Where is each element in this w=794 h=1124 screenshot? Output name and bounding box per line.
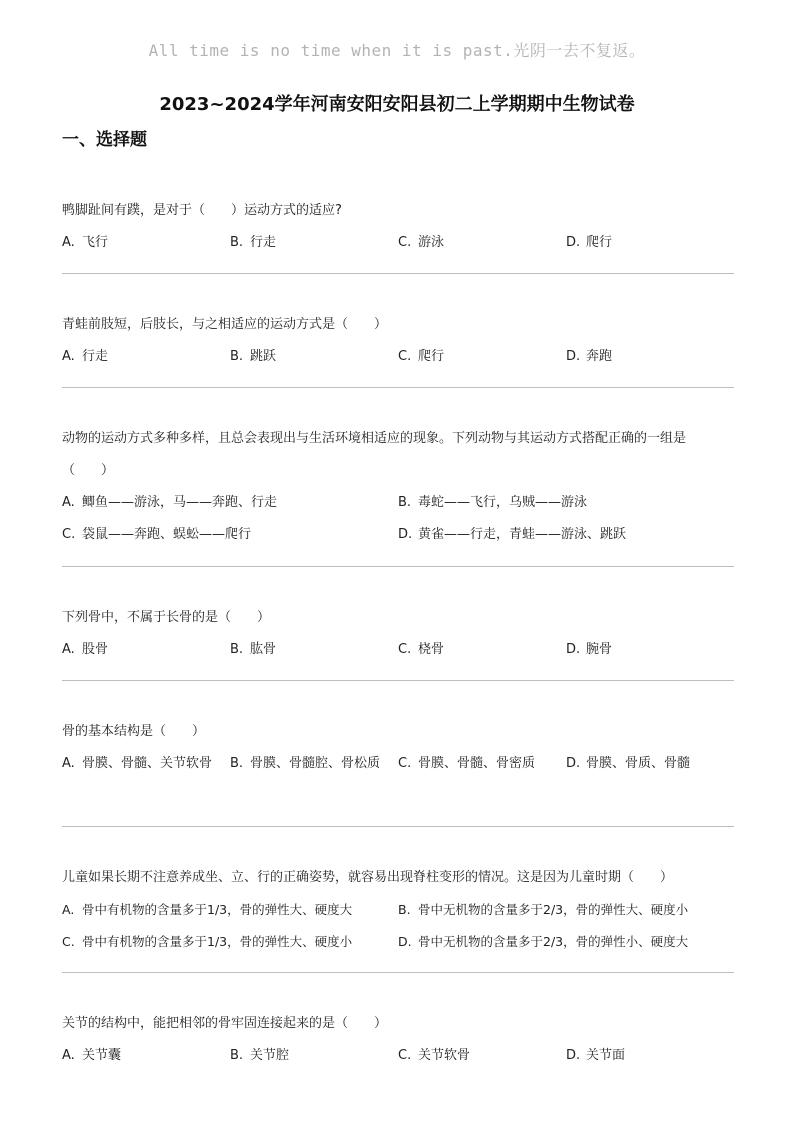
option-c[interactable]	[62, 926, 398, 958]
question-stem: 下列骨中，不属于长骨的是（ ）	[62, 610, 271, 625]
section-heading: 一、选择题	[62, 130, 147, 150]
option-d[interactable]	[398, 519, 734, 551]
option-b[interactable]	[230, 748, 398, 780]
option-text: 桡骨	[418, 642, 445, 657]
option-text: 骨膜、骨髓、关节软骨	[82, 756, 213, 771]
question-stem: 鸭脚趾间有蹼，是对于（ ）运动方式的适应?	[62, 203, 342, 218]
option-d[interactable]	[566, 1040, 734, 1072]
option-text: 骨膜、骨髓腔、骨松质	[250, 756, 381, 771]
option-label: C.	[398, 756, 412, 771]
option-text: 袋鼠——奔跑、蜈蚣——爬行	[82, 527, 252, 542]
option-d[interactable]	[566, 748, 734, 780]
question-1	[62, 195, 734, 259]
option-a[interactable]	[62, 341, 230, 373]
option-label: B.	[230, 642, 244, 657]
option-text: 腕骨	[586, 642, 613, 657]
option-a[interactable]	[62, 894, 398, 926]
question-2	[62, 309, 734, 373]
option-c[interactable]	[398, 634, 566, 666]
option-label: C.	[62, 934, 75, 949]
question-stem: 关节的结构中，能把相邻的骨牢固连接起来的是（ ）	[62, 1016, 388, 1031]
option-text: 行走	[82, 349, 109, 364]
option-b[interactable]	[230, 341, 398, 373]
option-label: B.	[398, 495, 412, 510]
option-label: A.	[62, 235, 75, 250]
option-label: D.	[566, 756, 581, 771]
option-text: 毒蛇——飞行，乌贼——游泳	[418, 495, 588, 510]
option-c[interactable]	[398, 341, 566, 373]
option-text: 关节囊	[82, 1048, 122, 1063]
option-label: D.	[566, 642, 581, 657]
option-a[interactable]	[62, 227, 230, 259]
option-text: 爬行	[586, 235, 613, 250]
option-label: D.	[566, 349, 581, 364]
option-text: 肱骨	[250, 642, 277, 657]
option-label: A.	[62, 642, 75, 657]
option-label: A.	[62, 349, 75, 364]
option-text: 骨中有机物的含量多于1/3，骨的弹性大、硬度小	[82, 934, 353, 949]
option-label: A.	[62, 902, 75, 917]
option-c[interactable]	[398, 1040, 566, 1072]
option-text: 飞行	[82, 235, 109, 250]
question-stem: 儿童如果长期不注意养成坐、立、行的正确姿势，就容易出现脊柱变形的情况。这是因为儿童时期（ ）	[62, 870, 674, 885]
option-label: B.	[230, 756, 244, 771]
question-6	[62, 862, 734, 958]
option-label: B.	[230, 1048, 244, 1063]
question-divider	[62, 972, 734, 973]
option-d[interactable]	[398, 926, 734, 958]
option-label: B.	[398, 902, 411, 917]
exam-title: 2023~2024学年河南安阳安阳县初二上学期期中生物试卷	[159, 94, 635, 115]
question-7	[62, 1008, 734, 1072]
option-b[interactable]	[230, 1040, 398, 1072]
option-label: D.	[566, 1048, 581, 1063]
option-label: B.	[230, 349, 244, 364]
option-b[interactable]	[230, 227, 398, 259]
option-label: D.	[398, 527, 413, 542]
option-label: C.	[398, 349, 412, 364]
option-text: 游泳	[418, 235, 445, 250]
option-text: 爬行	[418, 349, 445, 364]
motto-header: All time is no time when it is past.光阴一去不复返。	[148, 41, 646, 60]
question-5	[62, 716, 734, 780]
option-text: 骨膜、骨质、骨髓	[586, 756, 691, 771]
option-label: C.	[398, 235, 412, 250]
option-text: 关节面	[586, 1048, 626, 1063]
option-a[interactable]	[62, 634, 230, 666]
question-stem: 骨的基本结构是（ ）	[62, 724, 206, 739]
question-divider	[62, 680, 734, 681]
question-3	[62, 423, 734, 551]
option-label: C.	[62, 527, 76, 542]
option-c[interactable]	[398, 227, 566, 259]
question-stem-blank: （ ）	[62, 463, 115, 478]
question-divider	[62, 566, 734, 567]
question-divider	[62, 273, 734, 274]
option-b[interactable]	[398, 894, 734, 926]
option-text: 骨中无机物的含量多于2/3，骨的弹性小、硬度大	[418, 934, 689, 949]
option-text: 骨中有机物的含量多于1/3，骨的弹性大、硬度大	[82, 902, 353, 917]
option-label: A.	[62, 495, 75, 510]
option-text: 股骨	[82, 642, 109, 657]
question-divider	[62, 826, 734, 827]
option-label: C.	[398, 1048, 412, 1063]
option-text: 奔跑	[586, 349, 613, 364]
option-text: 行走	[250, 235, 277, 250]
option-b[interactable]	[230, 634, 398, 666]
option-c[interactable]	[62, 519, 398, 551]
option-d[interactable]	[566, 227, 734, 259]
question-4	[62, 602, 734, 666]
option-a[interactable]	[62, 1040, 230, 1072]
option-c[interactable]	[398, 748, 566, 780]
option-label: D.	[566, 235, 581, 250]
option-b[interactable]	[398, 487, 734, 519]
question-divider	[62, 387, 734, 388]
option-a[interactable]	[62, 487, 398, 519]
option-text: 关节腔	[250, 1048, 290, 1063]
option-d[interactable]	[566, 341, 734, 373]
option-a[interactable]	[62, 748, 230, 780]
question-stem: 动物的运动方式多种多样，且总会表现出与生活环境相适应的现象。下列动物与其运动方式搭配正确的一组是	[62, 431, 687, 446]
option-text: 骨中无机物的含量多于2/3，骨的弹性大、硬度小	[418, 902, 689, 917]
option-label: A.	[62, 1048, 75, 1063]
option-text: 鲫鱼——游泳，马——奔跑、行走	[82, 495, 278, 510]
option-text: 骨膜、骨髓、骨密质	[418, 756, 536, 771]
option-label: C.	[398, 642, 412, 657]
option-text: 关节软骨	[418, 1048, 471, 1063]
option-label: A.	[62, 756, 75, 771]
option-d[interactable]	[566, 634, 734, 666]
option-label: D.	[398, 934, 412, 949]
option-text: 黄雀——行走，青蛙——游泳、跳跃	[418, 527, 627, 542]
option-text: 跳跃	[250, 349, 277, 364]
question-stem: 青蛙前肢短，后肢长，与之相适应的运动方式是（ ）	[62, 317, 388, 332]
option-label: B.	[230, 235, 244, 250]
